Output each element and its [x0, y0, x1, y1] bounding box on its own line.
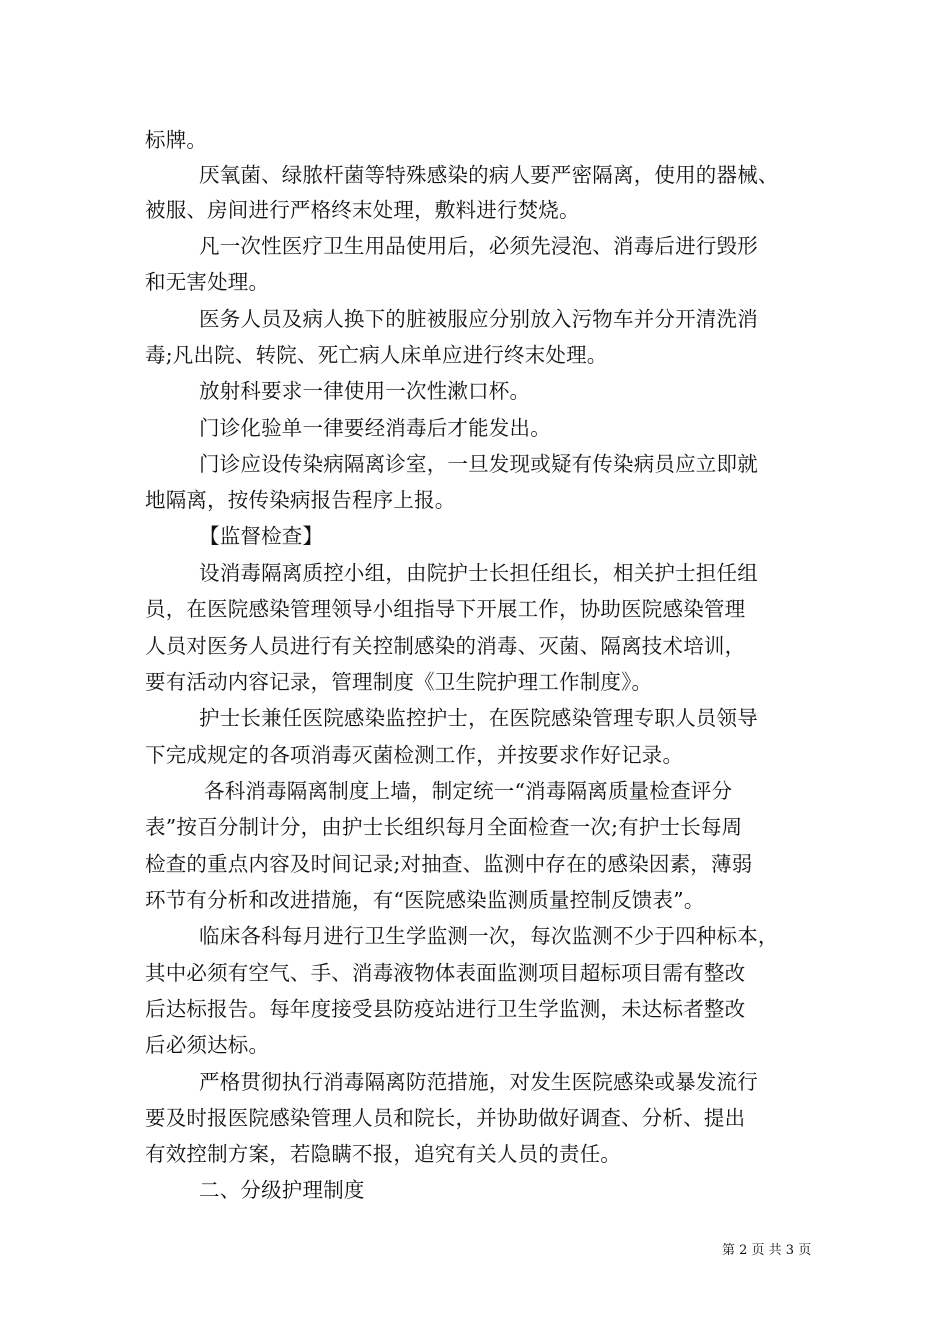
text-line: 有效控制方案，若隐瞒不报，追究有关人员的责任。	[145, 1142, 622, 1166]
section-heading: 【监督检查】	[199, 524, 324, 548]
text-line: 其中必须有空气、手、消毒液物体表面监测项目超标项目需有整改	[145, 961, 746, 985]
text-line: 下完成规定的各项消毒灭菌检测工作，并按要求作好记录。	[145, 743, 684, 767]
text-line: 后必须达标。	[145, 1033, 270, 1057]
text-line: 人员对医务人员进行有关控制感染的消毒、灭菌、隔离技术培训，	[145, 634, 746, 658]
section-heading: 二、分级护理制度	[199, 1178, 365, 1202]
text-line: 凡一次性医疗卫生用品使用后，必须先浸泡、消毒后进行毁形	[199, 234, 758, 258]
page-number: 第 2 页 共 3 页	[722, 1243, 812, 1258]
text-line: 员，在医院感染管理领导小组指导下开展工作，协助医院感染管理	[145, 597, 746, 621]
text-line: 毒;凡出院、转院、死亡病人床单应进行终末处理。	[145, 343, 608, 367]
text-line: 被服、房间进行严格终末处理，敷料进行焚烧。	[145, 198, 580, 222]
text-line: 后达标报告。每年度接受县防疫站进行卫生学监测，未达标者整改	[145, 997, 746, 1021]
text-line: 检查的重点内容及时间记录;对抽查、监测中存在的感染因素，薄弱	[145, 852, 753, 876]
text-line: 表”按百分制计分，由护士长组织每月全面检查一次;有护士长每周	[145, 815, 743, 839]
text-line: 门诊化验单一律要经消毒后才能发出。	[199, 416, 551, 440]
text-line: 要及时报医院感染管理人员和院长，并协助做好调查、分析、提出	[145, 1106, 746, 1130]
text-line: 医务人员及病人换下的脏被服应分别放入污物车并分开清洗消	[199, 307, 758, 331]
text-line: 门诊应设传染病隔离诊室，一旦发现或疑有传染病员应立即就	[199, 452, 758, 476]
text-line: 严格贯彻执行消毒隔离防范措施，对发生医院感染或暴发流行	[199, 1070, 758, 1094]
text-line: 临床各科每月进行卫生学监测一次，每次监测不少于四种标本，	[199, 924, 779, 948]
text-line: 设消毒隔离质控小组，由院护士长担任组长，相关护士担任组	[199, 561, 758, 585]
text-line: 放射科要求一律使用一次性漱口杯。	[199, 379, 531, 403]
text-line: 各科消毒隔离制度上墙，制定统一“消毒隔离质量检查评分	[204, 779, 733, 803]
text-line: 地隔离，按传染病报告程序上报。	[145, 488, 456, 512]
text-line: 要有活动内容记录，管理制度《卫生院护理工作制度》。	[145, 670, 653, 694]
text-line: 标牌。	[145, 128, 208, 152]
text-line: 环节有分析和改进措施，有“医院感染监测质量控制反馈表”。	[145, 888, 705, 912]
text-line: 护士长兼任医院感染监控护士，在医院感染管理专职人员领导	[199, 706, 758, 730]
text-line: 厌氧菌、绿脓杆菌等特殊感染的病人要严密隔离，使用的器械、	[199, 163, 779, 187]
text-line: 和无害处理。	[145, 270, 270, 294]
